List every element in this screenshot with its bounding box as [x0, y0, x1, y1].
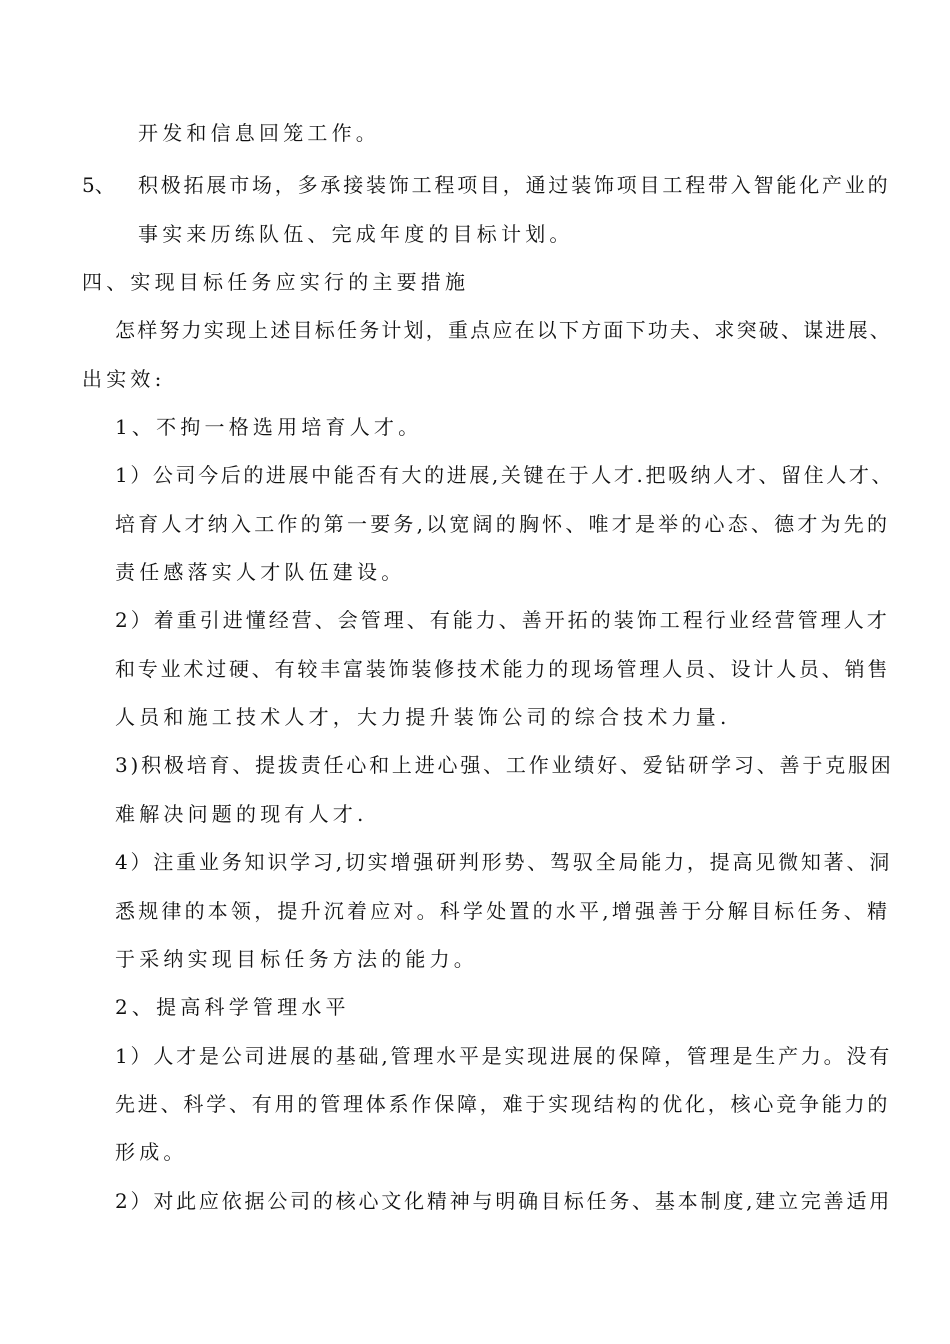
measure1-p1-line2: 培育人才纳入工作的第一要务,以宽阔的胸怀、唯才是举的心态、德才为先的	[115, 512, 891, 536]
measure1-p1-line3: 责任感落实人才队伍建设。	[115, 560, 406, 584]
measure1-p3-line1: 3)积极培育、提拔责任心和上进心强、工作业绩好、爱钻研学习、善于克服困	[115, 753, 894, 777]
section4-heading: 四、实现目标任务应实行的主要措施	[82, 270, 470, 294]
measure1-p2-line1: 2）着重引进懂经营、会管理、有能力、善开拓的装饰工程行业经营管理人才	[115, 608, 890, 632]
measure1-p1-line1: 1）公司今后的进展中能否有大的进展,关键在于人才.把吸纳人才、留住人才、	[115, 463, 895, 487]
measure1-p4-line1: 4）注重业务知识学习,切实增强研判形势、驾驭全局能力，提高见微知著、洞	[115, 850, 893, 874]
measure2-p1-line3: 形成。	[115, 1140, 188, 1164]
item5-line1: 积极拓展市场，多承接装饰工程项目，通过装饰项目工程带入智能化产业的	[138, 173, 891, 197]
measure1-p3-line2: 难解决问题的现有人才.	[115, 802, 368, 826]
measure1-p4-line3: 于采纳实现目标任务方法的能力。	[115, 947, 478, 971]
measure1-p2-line2: 和专业术过硬、有较丰富装饰装修技术能力的现场管理人员、设计人员、销售	[115, 657, 891, 681]
measure1-heading: 1、不拘一格选用培育人才。	[115, 415, 423, 439]
measure1-p4-line2: 悉规律的本领，提升沉着应对。科学处置的水平,增强善于分解目标任务、精	[115, 899, 891, 923]
item4-continuation: 开发和信息回笼工作。	[138, 121, 380, 145]
measure1-p2-line3: 人员和施工技术人才，大力提升装饰公司的综合技术力量.	[115, 705, 731, 729]
item5-line2: 事实来历练队伍、完成年度的目标计划。	[138, 222, 574, 246]
measure2-p2-line1: 2）对此应依据公司的核心文化精神与明确目标任务、基本制度,建立完善适用	[115, 1189, 893, 1213]
item5-number: 5、	[82, 173, 115, 197]
measure2-p1-line2: 先进、科学、有用的管理体系作保障，难于实现结构的优化，核心竞争能力的	[115, 1092, 891, 1116]
intro-line2: 出实效:	[82, 367, 166, 391]
intro-line1: 怎样努力实现上述目标任务计划，重点应在以下方面下功夫、求突破、谋进展、	[115, 318, 892, 342]
measure2-p1-line1: 1）人才是公司进展的基础,管理水平是实现进展的保障，管理是生产力。没有	[115, 1044, 893, 1068]
measure2-heading: 2、提高科学管理水平	[115, 995, 350, 1019]
